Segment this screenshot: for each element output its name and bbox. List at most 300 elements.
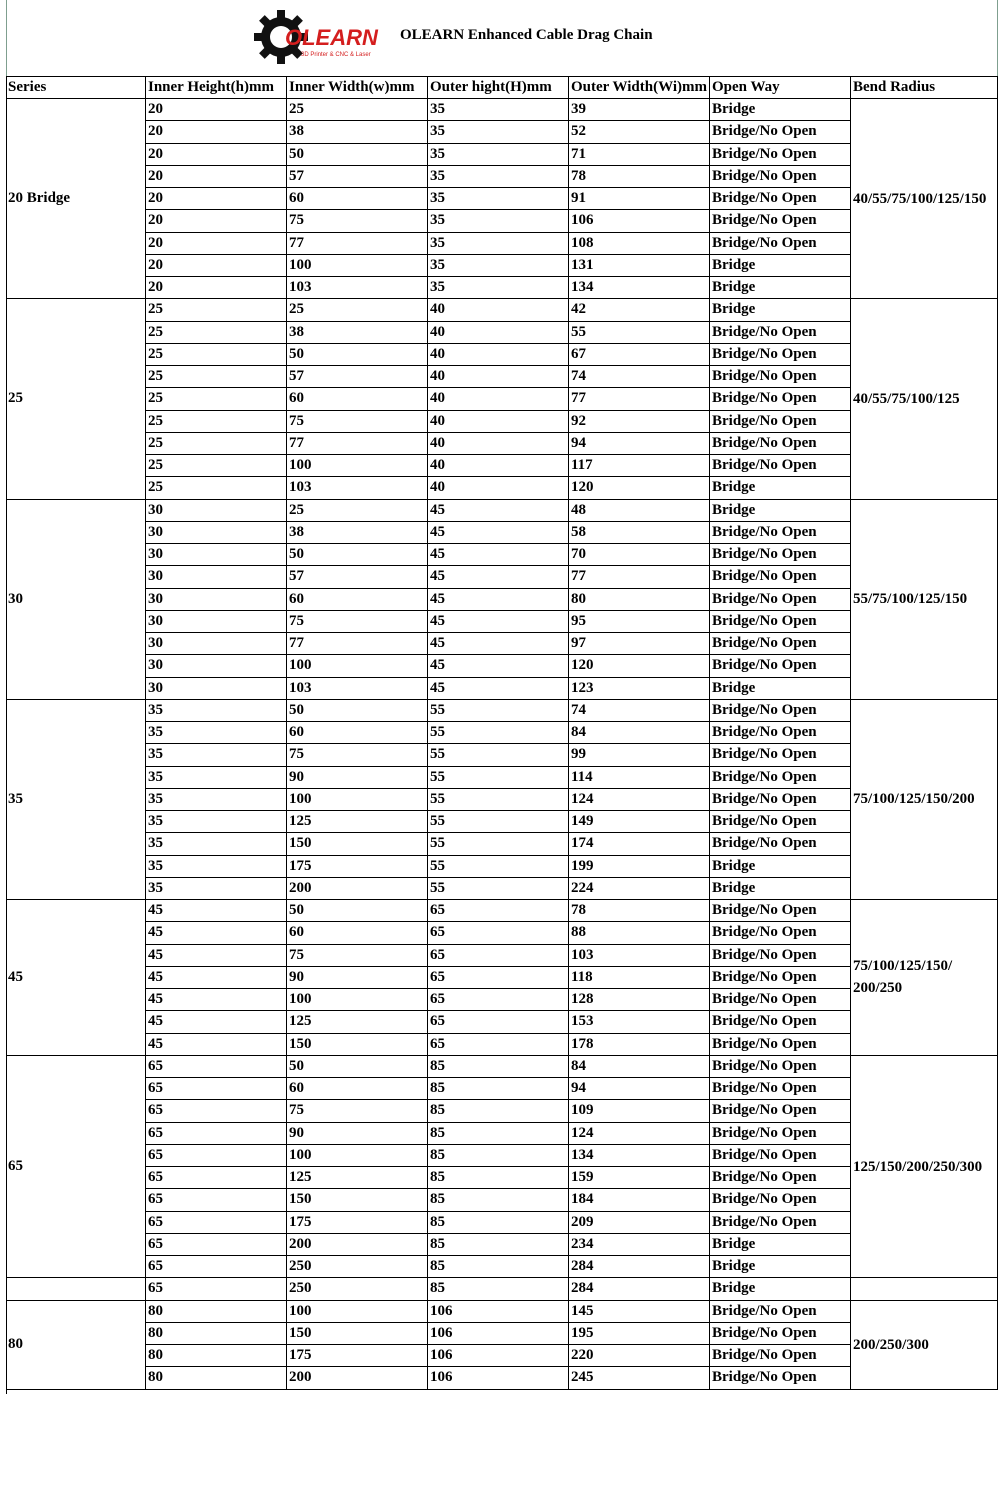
bend-radius-cell: 125/150/200/250/300: [851, 1056, 998, 1279]
table-cell: 220: [569, 1345, 710, 1367]
table-cell: 85: [428, 1145, 569, 1167]
table-cell: 65: [146, 1234, 287, 1256]
table-cell: 106: [569, 210, 710, 232]
table-cell: Bridge/No Open: [710, 1367, 851, 1389]
document-title: OLEARN Enhanced Cable Drag Chain: [400, 27, 653, 43]
table-cell: Bridge/No Open: [710, 1323, 851, 1345]
table-cell: Bridge/No Open: [710, 1345, 851, 1367]
table-cell: 234: [569, 1234, 710, 1256]
table-cell: 125: [287, 811, 428, 833]
table-cell: 99: [569, 744, 710, 766]
table-cell: 65: [428, 945, 569, 967]
table-cell: 150: [287, 1323, 428, 1345]
table-cell: Bridge/No Open: [710, 411, 851, 433]
table-cell: 50: [287, 900, 428, 922]
table-cell: Bridge: [710, 299, 851, 321]
table-cell: 45: [428, 544, 569, 566]
table-cell: 124: [569, 1123, 710, 1145]
table-cell: 55: [428, 833, 569, 855]
table-cell: Bridge/No Open: [710, 633, 851, 655]
table-cell: 57: [287, 166, 428, 188]
table-cell: 50: [287, 700, 428, 722]
table-cell: 40: [428, 477, 569, 499]
table-cell: 60: [287, 388, 428, 410]
table-cell: 35: [146, 744, 287, 766]
table-cell: 30: [146, 611, 287, 633]
table-cell: 150: [287, 1034, 428, 1056]
table-cell: 65: [146, 1145, 287, 1167]
table-cell: Bridge: [710, 477, 851, 499]
table-cell: 77: [287, 233, 428, 255]
table-cell: 284: [569, 1278, 710, 1300]
table-cell: Bridge: [710, 878, 851, 900]
table-cell: 58: [569, 522, 710, 544]
table-cell: 65: [146, 1123, 287, 1145]
table-cell: 178: [569, 1034, 710, 1056]
table-cell: Bridge/No Open: [710, 589, 851, 611]
table-cell: Bridge/No Open: [710, 1078, 851, 1100]
table-cell: 78: [569, 166, 710, 188]
table-cell: 55: [428, 856, 569, 878]
table-cell: 100: [287, 655, 428, 677]
table-cell: 55: [428, 878, 569, 900]
table-cell: 65: [428, 922, 569, 944]
table-cell: 150: [287, 833, 428, 855]
table-cell: 35: [428, 121, 569, 143]
bend-radius-cell: 200/250/300: [851, 1301, 998, 1390]
bend-radius-cell: [851, 1278, 998, 1300]
table-cell: 35: [428, 277, 569, 299]
table-cell: 175: [287, 856, 428, 878]
table-cell: Bridge/No Open: [710, 722, 851, 744]
table-cell: 65: [146, 1256, 287, 1278]
table-cell: 40: [428, 322, 569, 344]
table-cell: 45: [428, 655, 569, 677]
table-cell: 65: [146, 1100, 287, 1122]
table-cell: Bridge: [710, 1234, 851, 1256]
table-cell: 200: [287, 1234, 428, 1256]
table-cell: 30: [146, 500, 287, 522]
table-cell: Bridge/No Open: [710, 366, 851, 388]
table-cell: 97: [569, 633, 710, 655]
table-cell: 40: [428, 411, 569, 433]
series-cell: 20 Bridge: [6, 99, 146, 299]
table-cell: 30: [146, 522, 287, 544]
table-cell: Bridge/No Open: [710, 833, 851, 855]
table-cell: 100: [287, 255, 428, 277]
table-cell: 90: [287, 1123, 428, 1145]
table-cell: 85: [428, 1167, 569, 1189]
table-cell: 45: [146, 1011, 287, 1033]
table-cell: 71: [569, 144, 710, 166]
table-cell: Bridge/No Open: [710, 1100, 851, 1122]
table-cell: 25: [287, 299, 428, 321]
table-cell: Bridge/No Open: [710, 1167, 851, 1189]
table-cell: 103: [287, 477, 428, 499]
table-cell: Bridge: [710, 1256, 851, 1278]
table-cell: 70: [569, 544, 710, 566]
table-cell: 60: [287, 1078, 428, 1100]
table-cell: 42: [569, 299, 710, 321]
table-cell: 50: [287, 1056, 428, 1078]
series-cell: 45: [6, 900, 146, 1056]
table-cell: Bridge: [710, 277, 851, 299]
table-cell: 55: [428, 744, 569, 766]
table-cell: 94: [569, 1078, 710, 1100]
table-cell: Bridge/No Open: [710, 1056, 851, 1078]
table-cell: 131: [569, 255, 710, 277]
table-cell: 25: [287, 99, 428, 121]
table-cell: 88: [569, 922, 710, 944]
table-cell: 50: [287, 144, 428, 166]
table-cell: 38: [287, 121, 428, 143]
table-cell: 78: [569, 900, 710, 922]
table-cell: 20: [146, 277, 287, 299]
table-cell: 209: [569, 1212, 710, 1234]
table-cell: Bridge/No Open: [710, 900, 851, 922]
table-cell: 175: [287, 1212, 428, 1234]
table-cell: 106: [428, 1323, 569, 1345]
table-cell: Bridge/No Open: [710, 522, 851, 544]
table-cell: 184: [569, 1189, 710, 1211]
table-cell: Bridge/No Open: [710, 388, 851, 410]
table-cell: 35: [146, 700, 287, 722]
table-cell: Bridge: [710, 856, 851, 878]
table-cell: 74: [569, 366, 710, 388]
table-cell: 75: [287, 411, 428, 433]
olearn-gear-logo: [253, 9, 393, 65]
table-cell: 200: [287, 1367, 428, 1389]
table-cell: 159: [569, 1167, 710, 1189]
table-cell: 35: [146, 811, 287, 833]
table-cell: 103: [287, 277, 428, 299]
table-cell: Bridge/No Open: [710, 1011, 851, 1033]
table-cell: 106: [428, 1367, 569, 1389]
table-cell: 85: [428, 1278, 569, 1300]
table-cell: 25: [146, 433, 287, 455]
table-cell: 20: [146, 166, 287, 188]
table-cell: 245: [569, 1367, 710, 1389]
table-cell: 125: [287, 1011, 428, 1033]
table-cell: Bridge/No Open: [710, 945, 851, 967]
table-cell: Bridge/No Open: [710, 210, 851, 232]
table-cell: 35: [146, 789, 287, 811]
table-cell: 20: [146, 121, 287, 143]
table-cell: 80: [146, 1301, 287, 1323]
table-cell: 25: [146, 388, 287, 410]
table-cell: 91: [569, 188, 710, 210]
table-cell: 77: [569, 388, 710, 410]
column-header: Outer hight(H)mm: [428, 76, 569, 99]
table-cell: 100: [287, 1301, 428, 1323]
table-cell: 174: [569, 833, 710, 855]
table-cell: 153: [569, 1011, 710, 1033]
series-cell: 30: [6, 500, 146, 700]
series-cell: 25: [6, 299, 146, 499]
table-cell: 30: [146, 678, 287, 700]
table-cell: 45: [428, 633, 569, 655]
table-cell: 106: [428, 1301, 569, 1323]
bend-radius-cell: 75/100/125/150/200: [851, 700, 998, 900]
table-cell: 35: [428, 144, 569, 166]
table-cell: 57: [287, 566, 428, 588]
table-cell: 50: [287, 344, 428, 366]
table-cell: Bridge/No Open: [710, 967, 851, 989]
column-header: Outer Width(Wi)mm: [569, 76, 710, 99]
table-cell: Bridge: [710, 500, 851, 522]
table-cell: 45: [146, 1034, 287, 1056]
table-cell: 85: [428, 1123, 569, 1145]
table-cell: 45: [146, 989, 287, 1011]
table-cell: 55: [569, 322, 710, 344]
table-cell: 35: [428, 99, 569, 121]
table-cell: 75: [287, 210, 428, 232]
table-cell: 45: [146, 922, 287, 944]
series-cell: [6, 1278, 146, 1300]
table-cell: 45: [428, 500, 569, 522]
table-cell: 25: [146, 411, 287, 433]
table-cell: 95: [569, 611, 710, 633]
table-cell: 118: [569, 967, 710, 989]
table-cell: Bridge/No Open: [710, 811, 851, 833]
table-cell: 45: [428, 678, 569, 700]
table-cell: 45: [428, 566, 569, 588]
table-cell: 40: [428, 433, 569, 455]
table-cell: 55: [428, 722, 569, 744]
table-cell: 175: [287, 1345, 428, 1367]
table-cell: 65: [146, 1189, 287, 1211]
table-cell: 85: [428, 1256, 569, 1278]
table-cell: Bridge/No Open: [710, 1145, 851, 1167]
table-cell: Bridge/No Open: [710, 744, 851, 766]
table-cell: 20: [146, 233, 287, 255]
table-cell: 40: [428, 366, 569, 388]
table-cell: Bridge/No Open: [710, 789, 851, 811]
table-cell: Bridge/No Open: [710, 188, 851, 210]
table-cell: 134: [569, 1145, 710, 1167]
table-cell: 25: [146, 477, 287, 499]
table-cell: 35: [146, 767, 287, 789]
table-cell: 30: [146, 589, 287, 611]
table-cell: 85: [428, 1100, 569, 1122]
table-cell: 80: [569, 589, 710, 611]
table-cell: Bridge/No Open: [710, 989, 851, 1011]
table-cell: 55: [428, 811, 569, 833]
table-cell: 74: [569, 700, 710, 722]
table-cell: Bridge/No Open: [710, 566, 851, 588]
table-cell: 25: [146, 299, 287, 321]
table-cell: 75: [287, 611, 428, 633]
logo-wordmark: OLEARN: [285, 25, 378, 50]
table-cell: Bridge/No Open: [710, 655, 851, 677]
table-cell: 35: [428, 188, 569, 210]
table-cell: Bridge/No Open: [710, 455, 851, 477]
bend-radius-cell: 55/75/100/125/150: [851, 500, 998, 700]
table-cell: 35: [146, 833, 287, 855]
table-cell: 75: [287, 744, 428, 766]
table-cell: 25: [146, 455, 287, 477]
logo-tagline: 3D Printer & CNC & Laser: [301, 52, 371, 58]
table-cell: 65: [428, 967, 569, 989]
table-cell: 25: [146, 344, 287, 366]
table-cell: 250: [287, 1256, 428, 1278]
table-cell: Bridge/No Open: [710, 233, 851, 255]
table-cell: 20: [146, 188, 287, 210]
table-cell: 77: [287, 433, 428, 455]
table-cell: 65: [146, 1078, 287, 1100]
table-cell: 57: [287, 366, 428, 388]
table-cell: 114: [569, 767, 710, 789]
table-cell: 52: [569, 121, 710, 143]
table-cell: 35: [428, 255, 569, 277]
table-cell: 40: [428, 299, 569, 321]
table-cell: 30: [146, 633, 287, 655]
table-cell: 55: [428, 789, 569, 811]
table-cell: 123: [569, 678, 710, 700]
table-cell: 80: [146, 1323, 287, 1345]
table-cell: 108: [569, 233, 710, 255]
bend-radius-cell: 40/55/75/100/125: [851, 299, 998, 499]
table-cell: 65: [146, 1167, 287, 1189]
column-header: Bend Radius: [851, 76, 998, 99]
table-cell: 35: [428, 233, 569, 255]
table-cell: 150: [287, 1189, 428, 1211]
table-cell: 39: [569, 99, 710, 121]
series-cell: 80: [6, 1301, 146, 1390]
table-cell: 67: [569, 344, 710, 366]
table-cell: 85: [428, 1056, 569, 1078]
table-cell: 60: [287, 922, 428, 944]
table-cell: 120: [569, 655, 710, 677]
table-cell: 65: [428, 1034, 569, 1056]
table-cell: Bridge: [710, 678, 851, 700]
bend-radius-cell: 75/100/125/150/ 200/250: [851, 900, 998, 1056]
table-cell: 145: [569, 1301, 710, 1323]
table-cell: 77: [287, 633, 428, 655]
table-cell: 60: [287, 188, 428, 210]
table-cell: 25: [146, 366, 287, 388]
table-cell: 100: [287, 789, 428, 811]
table-cell: 85: [428, 1189, 569, 1211]
table-cell: 120: [569, 477, 710, 499]
table-cell: Bridge/No Open: [710, 322, 851, 344]
table-cell: 30: [146, 544, 287, 566]
table-cell: 35: [428, 210, 569, 232]
table-cell: Bridge/No Open: [710, 544, 851, 566]
table-cell: Bridge/No Open: [710, 121, 851, 143]
table-cell: 65: [428, 989, 569, 1011]
table-cell: 90: [287, 967, 428, 989]
table-cell: Bridge/No Open: [710, 344, 851, 366]
table-cell: 199: [569, 856, 710, 878]
document-header: [6, 0, 998, 76]
table-cell: Bridge/No Open: [710, 1189, 851, 1211]
table-cell: Bridge/No Open: [710, 166, 851, 188]
table-cell: 35: [428, 166, 569, 188]
table-cell: 25: [287, 500, 428, 522]
column-header: Open Way: [710, 76, 851, 99]
table-cell: 100: [287, 1145, 428, 1167]
table-cell: 65: [146, 1056, 287, 1078]
table-cell: 84: [569, 1056, 710, 1078]
table-cell: Bridge/No Open: [710, 922, 851, 944]
table-cell: 65: [146, 1212, 287, 1234]
table-cell: 65: [428, 1011, 569, 1033]
table-cell: 109: [569, 1100, 710, 1122]
table-cell: 134: [569, 277, 710, 299]
table-cell: 117: [569, 455, 710, 477]
table-cell: 50: [287, 544, 428, 566]
table-cell: Bridge/No Open: [710, 1301, 851, 1323]
table-cell: 195: [569, 1323, 710, 1345]
table-cell: 48: [569, 500, 710, 522]
table-cell: Bridge/No Open: [710, 144, 851, 166]
table-cell: 103: [287, 678, 428, 700]
table-cell: 94: [569, 433, 710, 455]
table-cell: Bridge/No Open: [710, 433, 851, 455]
table-cell: 20: [146, 99, 287, 121]
table-cell: 65: [146, 1278, 287, 1300]
table-cell: 103: [569, 945, 710, 967]
table-cell: 45: [428, 589, 569, 611]
table-cell: 38: [287, 322, 428, 344]
table-cell: 60: [287, 722, 428, 744]
table-cell: 284: [569, 1256, 710, 1278]
table-cell: 77: [569, 566, 710, 588]
table-cell: 85: [428, 1078, 569, 1100]
table-cell: 85: [428, 1212, 569, 1234]
table-cell: 45: [428, 611, 569, 633]
table-cell: 75: [287, 1100, 428, 1122]
table-cell: Bridge/No Open: [710, 1212, 851, 1234]
table-cell: 100: [287, 455, 428, 477]
table-cell: 40: [428, 388, 569, 410]
table-cell: 20: [146, 210, 287, 232]
table-cell: 35: [146, 856, 287, 878]
table-cell: 85: [428, 1234, 569, 1256]
series-cell: 65: [6, 1056, 146, 1279]
table-cell: 124: [569, 789, 710, 811]
table-cell: Bridge: [710, 99, 851, 121]
table-cell: 20: [146, 144, 287, 166]
table-cell: 125: [287, 1167, 428, 1189]
table-cell: 106: [428, 1345, 569, 1367]
table-cell: 35: [146, 722, 287, 744]
column-header: Inner Height(h)mm: [146, 76, 287, 99]
table-cell: 40: [428, 344, 569, 366]
table-cell: 60: [287, 589, 428, 611]
table-cell: 55: [428, 767, 569, 789]
series-cell: 35: [6, 700, 146, 900]
table-cell: 35: [146, 878, 287, 900]
table-cell: 25: [146, 322, 287, 344]
table-cell: 55: [428, 700, 569, 722]
table-cell: 30: [146, 566, 287, 588]
table-cell: Bridge/No Open: [710, 1123, 851, 1145]
table-cell: 149: [569, 811, 710, 833]
table-cell: 80: [146, 1345, 287, 1367]
table-cell: Bridge/No Open: [710, 611, 851, 633]
table-cell: 30: [146, 655, 287, 677]
table-cell: 90: [287, 767, 428, 789]
table-cell: 45: [146, 900, 287, 922]
table-cell: 224: [569, 878, 710, 900]
table-cell: 80: [146, 1367, 287, 1389]
table-cell: 84: [569, 722, 710, 744]
table-cell: 92: [569, 411, 710, 433]
table-cell: 45: [428, 522, 569, 544]
table-cell: 75: [287, 945, 428, 967]
